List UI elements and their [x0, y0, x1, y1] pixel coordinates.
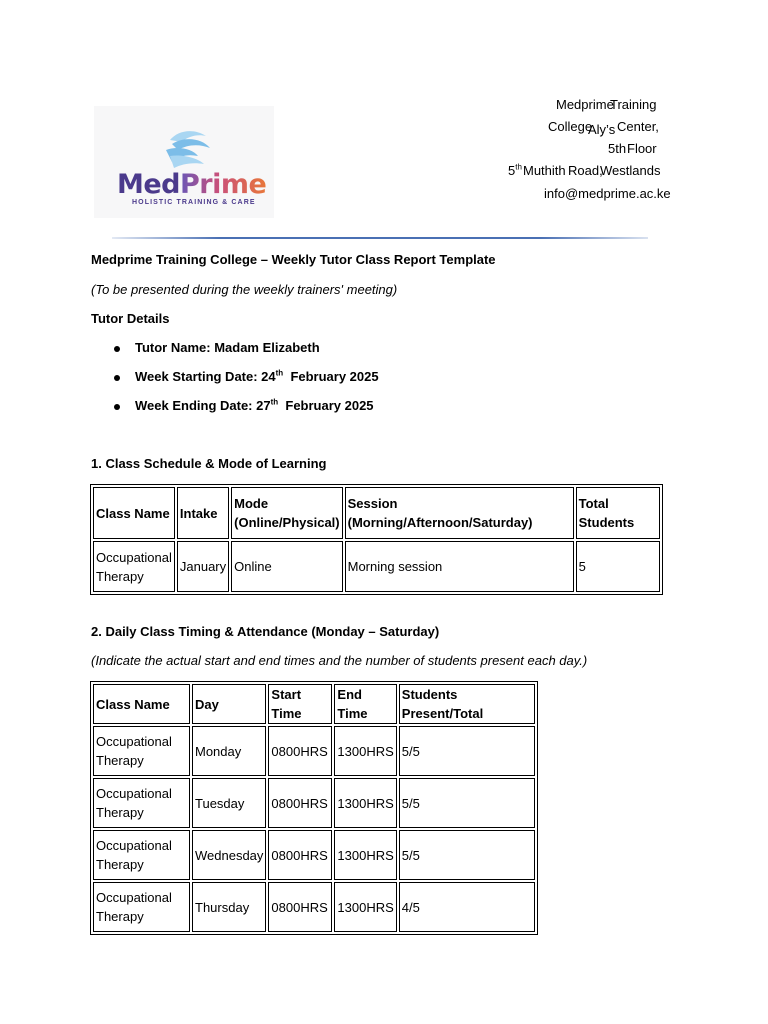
cell-end-time: 1300HRS — [334, 726, 396, 776]
class-schedule-table — [90, 484, 663, 595]
bullet-icon — [114, 404, 120, 410]
address-alys: Aly’s — [588, 122, 616, 137]
logo-wordmark: MedPrime — [117, 169, 267, 200]
cell-class-name: Occupational Therapy — [93, 882, 190, 932]
address-center: Center, — [617, 119, 659, 134]
table-row — [93, 541, 660, 592]
cell-intake: January — [177, 541, 229, 592]
cell-students-present: 5/5 — [399, 830, 535, 880]
tutor-name: Tutor Name: Madam Elizabeth — [135, 340, 320, 355]
cell-day: Tuesday — [192, 778, 266, 828]
header-total-students: Total Students — [576, 487, 660, 539]
cell-day: Wednesday — [192, 830, 266, 880]
table-row — [93, 778, 535, 828]
table-row — [93, 726, 535, 776]
header-session: Session (Morning/Afternoon/Saturday) — [345, 487, 574, 539]
attendance-table — [90, 681, 538, 935]
header-day: Day — [192, 684, 266, 724]
bullet-icon — [114, 346, 120, 352]
cell-class-name: Occupational Therapy — [93, 778, 190, 828]
tutor-details-heading: Tutor Details — [91, 311, 170, 326]
address-training: Training — [610, 97, 657, 112]
address-email: info@medprime.ac.ke — [544, 186, 671, 201]
address-org-line1: Medprime — [556, 97, 614, 112]
cell-students-present: 4/5 — [399, 882, 535, 932]
bullet-icon — [114, 375, 120, 381]
document-title: Medprime Training College – Weekly Tutor Class Report Template — [91, 252, 496, 267]
cell-start-time: 0800HRS — [268, 830, 332, 880]
week-ending-date: Week Ending Date: 27th February 2025 — [135, 397, 374, 413]
document-subtitle: (To be presented during the weekly trainers' meeting) — [91, 282, 398, 297]
cell-start-time: 0800HRS — [268, 726, 332, 776]
address-floor: Floor — [627, 141, 657, 156]
header-class-name: Class Name — [93, 684, 190, 724]
cell-start-time: 0800HRS — [268, 882, 332, 932]
week-starting-date: Week Starting Date: 24th February 2025 — [135, 368, 379, 384]
cell-students-present: 5/5 — [399, 726, 535, 776]
header-intake: Intake — [177, 487, 229, 539]
cell-class-name: Occupational Therapy — [93, 726, 190, 776]
table-row — [93, 830, 535, 880]
header-students-present: Students Present/Total — [399, 684, 535, 724]
cell-students-present: 5/5 — [399, 778, 535, 828]
header-divider — [112, 237, 648, 239]
cell-end-time: 1300HRS — [334, 830, 396, 880]
cell-end-time: 1300HRS — [334, 882, 396, 932]
cell-start-time: 0800HRS — [268, 778, 332, 828]
address-org-line2: College — [548, 119, 593, 134]
cell-mode: Online — [231, 541, 342, 592]
address-road: Road, — [568, 163, 603, 178]
medprime-logo — [94, 106, 274, 218]
section1-heading: 1. Class Schedule & Mode of Learning — [91, 456, 327, 471]
address-westlands: Westlands — [600, 163, 661, 178]
address-muthith: Muthith — [523, 163, 566, 178]
cell-class-name: Occupational Therapy — [93, 541, 175, 592]
cell-session: Morning session — [345, 541, 574, 592]
table-header-row — [93, 487, 660, 539]
cell-day: Thursday — [192, 882, 266, 932]
header-end-time: End Time — [334, 684, 396, 724]
header-class-name: Class Name — [93, 487, 175, 539]
section2-note: (Indicate the actual start and end times and the number of students present each day.) — [91, 653, 588, 668]
cell-class-name: Occupational Therapy — [93, 830, 190, 880]
cell-total-students: 5 — [576, 541, 660, 592]
address-street-number: 5th — [508, 162, 522, 178]
header-start-time: Start Time — [268, 684, 332, 724]
header-mode: Mode (Online/Physical) — [231, 487, 342, 539]
table-header-row — [93, 684, 535, 724]
cell-end-time: 1300HRS — [334, 778, 396, 828]
table-row — [93, 882, 535, 932]
address-fifth: 5th — [608, 141, 627, 156]
logo-tagline: HOLISTIC TRAINING & CARE — [132, 199, 256, 206]
cell-day: Monday — [192, 726, 266, 776]
section2-heading: 2. Daily Class Timing & Attendance (Monday – Saturday) — [91, 624, 440, 639]
